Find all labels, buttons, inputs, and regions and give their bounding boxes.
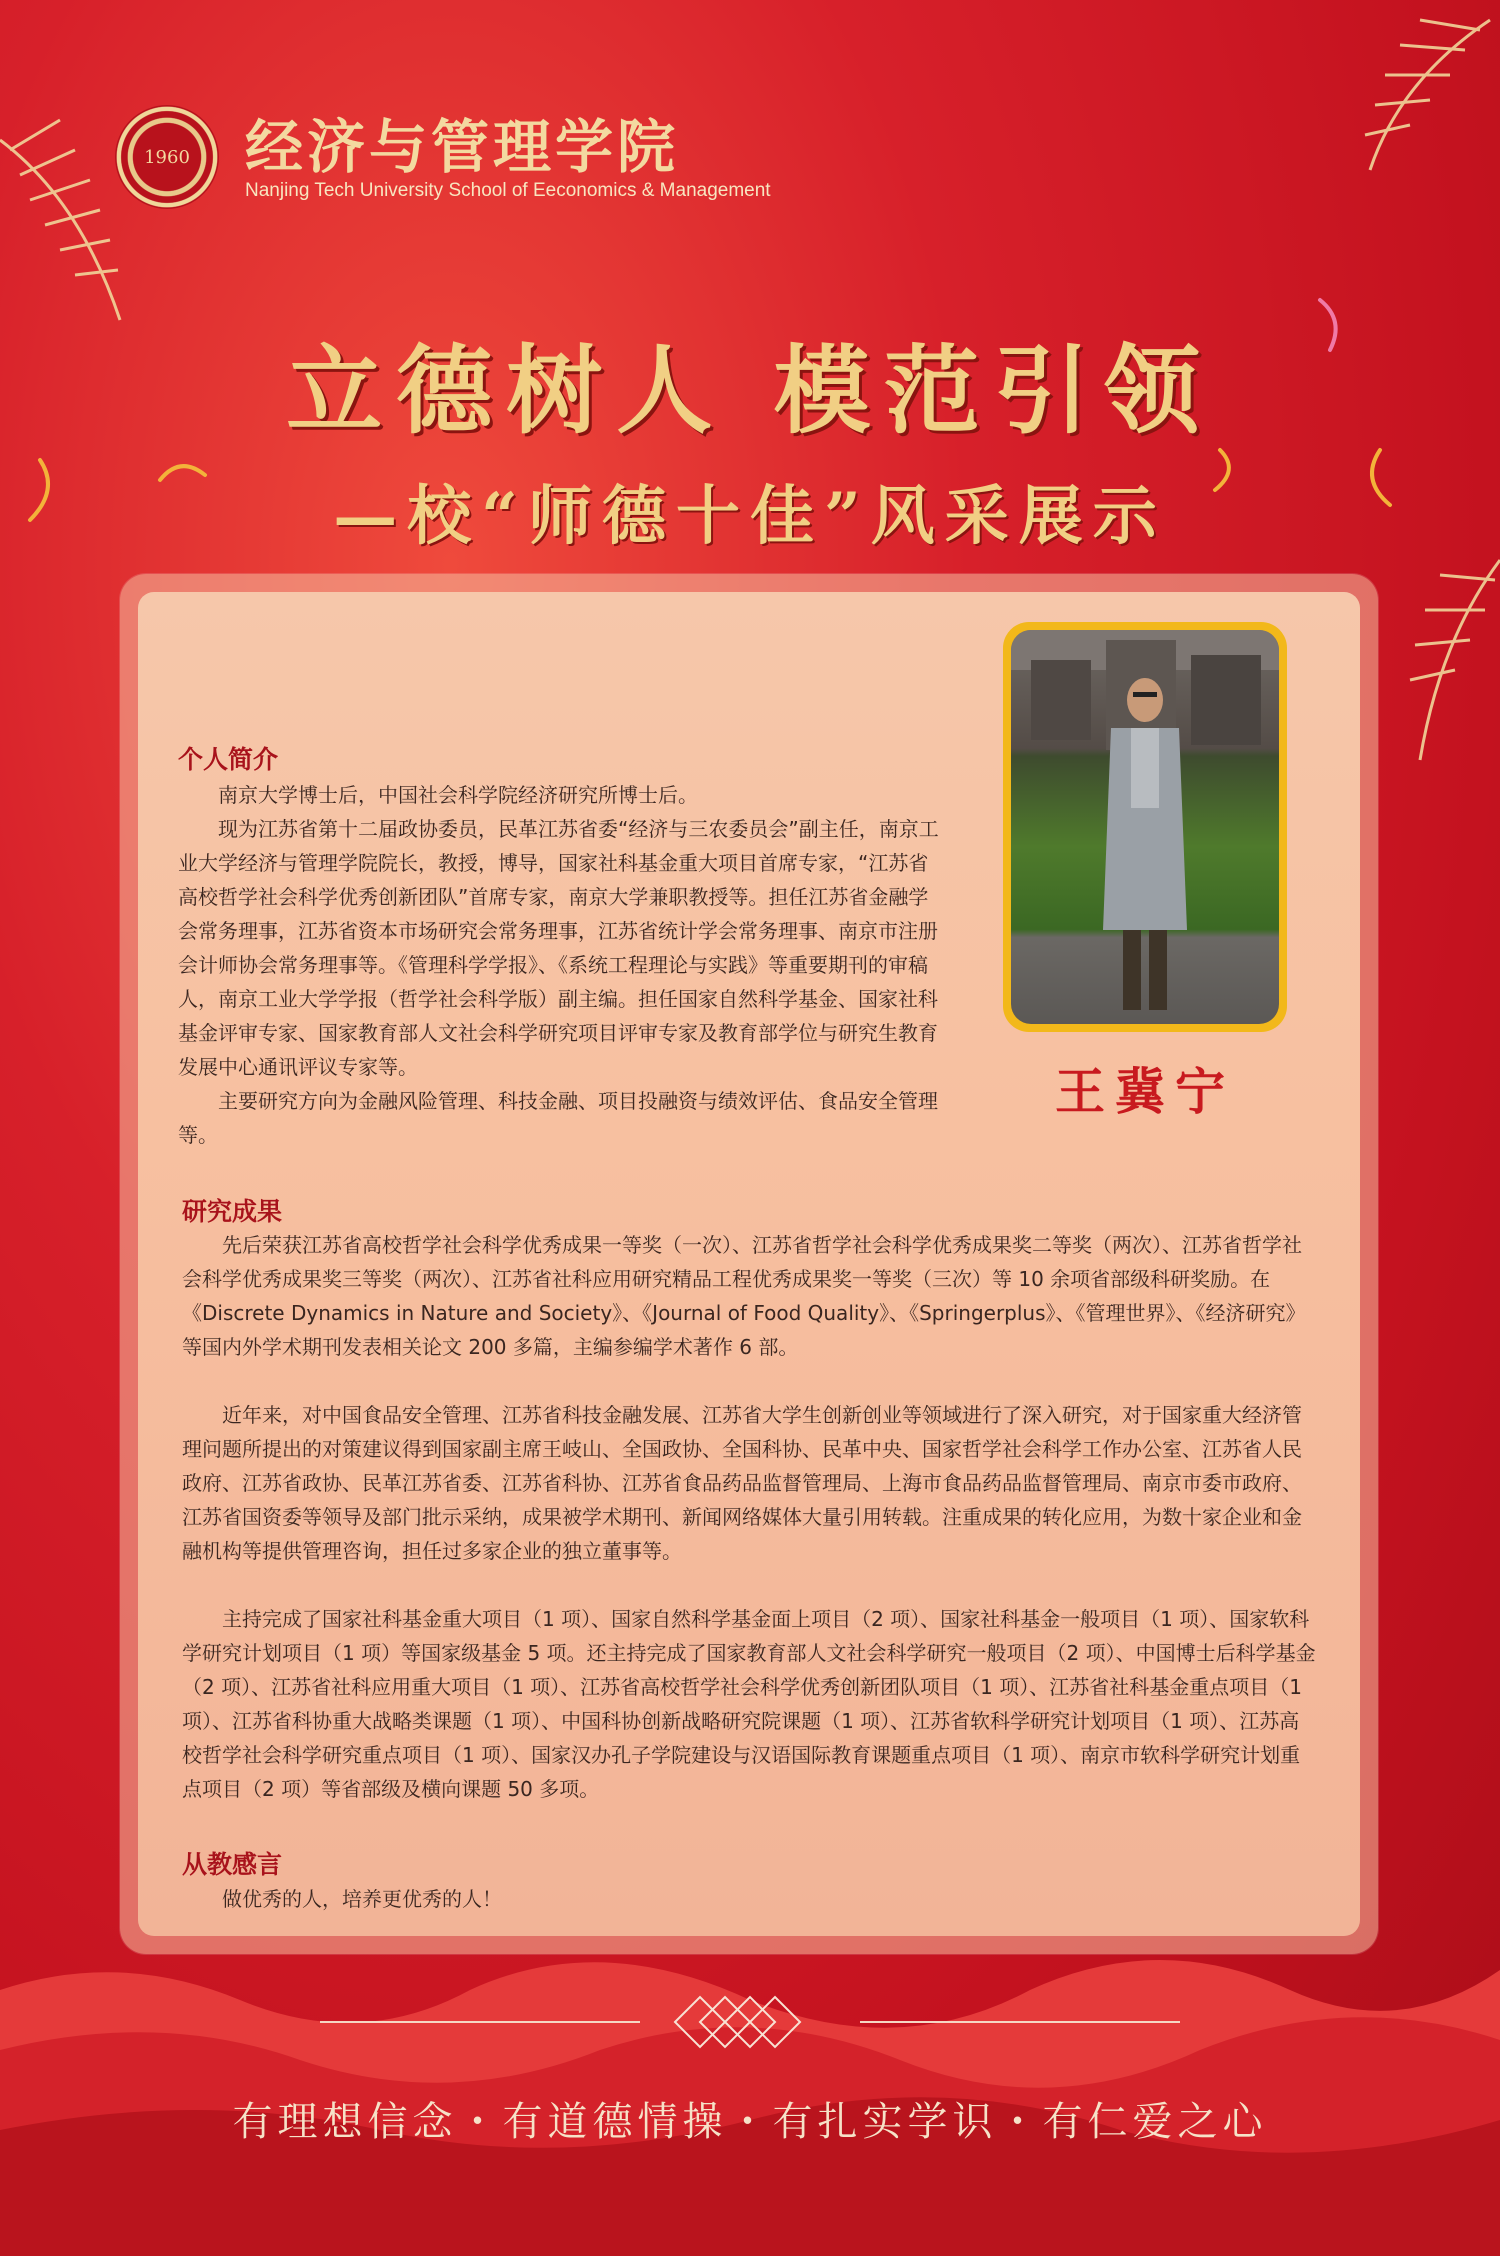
portrait-frame bbox=[1003, 622, 1287, 1032]
research-paragraph: 主持完成了国家社科基金重大项目（1 项）、国家自然科学基金面上项目（2 项）、国家社科基金一般项目（1 项）、国家软科学研究计划项目（1 项）等国家级基金 5 项。还主持完成了国家教育部人文社会科学研究一般项目（2 项）、中国博士后科学基金（2 项）、江苏省社科应用重大项目（1 项）、江苏省高校哲学社会科学优秀创新团队项目（1 项）、江苏省社科基金重点项目（1 项）、江苏省科协重大战略类课题（1 项）、中国科协创新战略研究院课题（1 项）、江苏省软科学研究计划项目（1 项）、江苏高校哲学社会科学研究重点项目（1 项）、国家汉办孔子学院建设与汉语国际教育课题重点项目（1 项）、南京市软科学研究计划重点项目（2 项）等省部级及横向课题 50 多项。 bbox=[182, 1607, 1316, 1801]
profile-text bbox=[178, 778, 948, 1152]
research-paragraph: 先后荣获江苏省高校哲学社会科学优秀成果一等奖（一次）、江苏省哲学社会科学优秀成果奖二等奖（两次）、江苏省哲学社会科学优秀成果奖三等奖（两次）、江苏省社科应用研究精品工程优秀成果奖一等奖（三次）等 10 余项省部级科研奖励。在《Discrete Dynamics in Nature and Society》、《Journal of Food Quality》、《Springerplus》、《管理世界》、《经济研究》等国内外学术期刊发表相关论文 200 多篇，主编参编学术著作 6 部。 bbox=[182, 1233, 1306, 1359]
section-title-research: 研究成果 bbox=[182, 1197, 283, 1226]
school-name: 经济与管理学院 bbox=[245, 113, 680, 181]
profile-paragraph: 南京大学博士后，中国社会科学院经济研究所博士后。 bbox=[218, 783, 698, 807]
research-paragraph: 近年来，对中国食品安全管理、江苏省科技金融发展、江苏省大学生创新创业等领域进行了深入研究，对于国家重大经济管理问题所提出的对策建议得到国家副主席王岐山、全国政协、全国科协、民革中央、国家哲学社会科学工作办公室、江苏省人民政府、江苏省政协、民革江苏省委、江苏省科协、江苏省食品药品监督管理局、上海市食品药品监督管理局、南京市委市政府、江苏省国资委等领导及部门批示采纳，成果被学术期刊、新闻网络媒体大量引用转载。注重成果的转化应用，为数十家企业和金融机构等提供管理咨询，担任过多家企业的独立董事等。 bbox=[182, 1403, 1302, 1563]
teaching-text bbox=[182, 1882, 1317, 1916]
section-title-teaching: 从教感言 bbox=[182, 1850, 283, 1879]
teaching-paragraph: 做优秀的人，培养更优秀的人！ bbox=[222, 1887, 502, 1911]
main-title: 立德树人 模范引领 bbox=[286, 334, 1214, 447]
school-name-en: Nanjing Tech University School of Eeconomics & Management bbox=[245, 180, 771, 201]
research-text bbox=[182, 1228, 1317, 1806]
sub-title: —校“师德十佳”风采展示 bbox=[333, 479, 1167, 554]
school-logo bbox=[115, 105, 219, 209]
section-title-profile: 个人简介 bbox=[178, 745, 279, 774]
profile-paragraph: 现为江苏省第十二届政协委员，民革江苏省委“经济与三农委员会”副主任，南京工业大学经济与管理学院院长，教授，博导，国家社科基金重大项目首席专家，“江苏省高校哲学社会科学优秀创新团队”首席专家，南京大学兼职教授等。担任江苏省金融学会常务理事，江苏省资本市场研究会常务理事，江苏省统计学会常务理事、南京市注册会计师协会常务理事等。《管理科学学报》、《系统工程理论与实践》等重要期刊的审稿人，南京工业大学学报（哲学社会科学版）副主编。担任国家自然科学基金、国家社科基金评审专家、国家教育部人文社会科学研究项目评审专家及教育部学位与研究生教育发展中心通讯评议专家等。 bbox=[178, 817, 939, 1079]
person-name: 王冀宁 bbox=[1055, 1062, 1235, 1121]
logo-year: 1960 bbox=[144, 146, 190, 168]
profile-paragraph: 主要研究方向为金融风险管理、科技金融、项目投融资与绩效评估、食品安全管理等。 bbox=[178, 1089, 938, 1147]
portrait-photo bbox=[1011, 630, 1279, 1024]
footer-motto: 有理想信念・有道德情操・有扎实学识・有仁爱之心 bbox=[232, 2099, 1268, 2145]
